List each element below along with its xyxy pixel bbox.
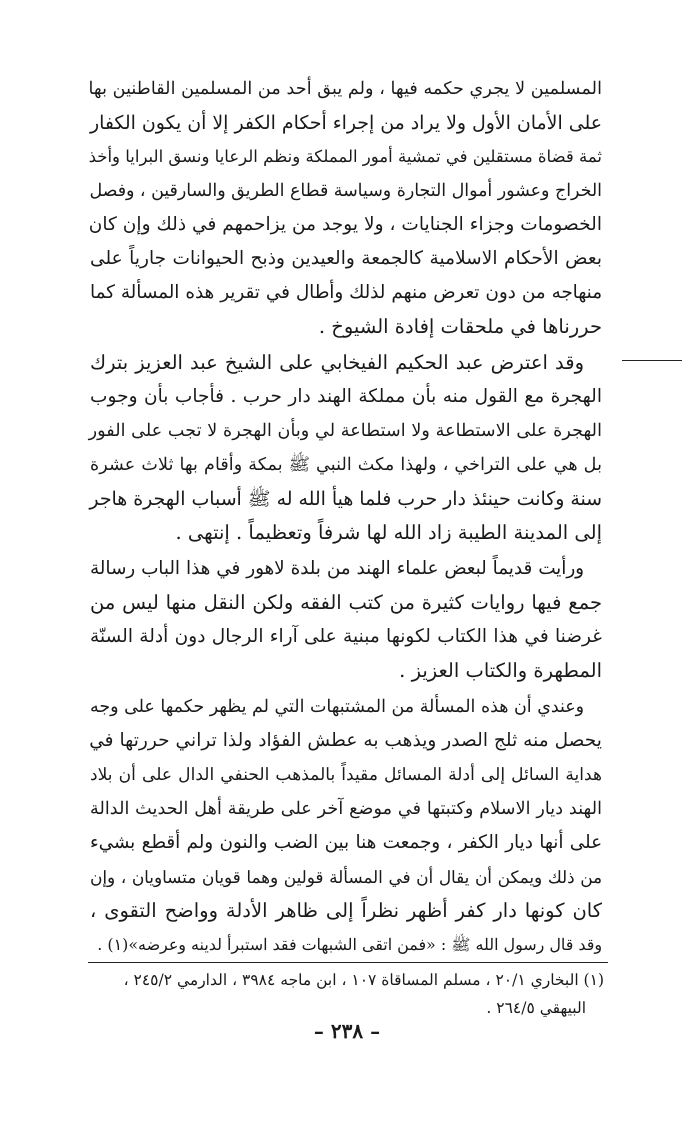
- footnote-divider: [88, 962, 608, 963]
- body-line: الهند ديار الاسلام وكتبتها في موضع آخر على طريقة أهل الحديث الدالة: [90, 799, 602, 819]
- body-line: على أنها ديار الكفر ، وجمعت هنا بين الضب والنون ولم أقطع بشيء: [90, 832, 602, 853]
- body-line: كان كونها دار كفر أظهر نظراً إلى ظاهر الأدلة وواضح التقوى ،: [90, 899, 602, 922]
- footnote-line: (١) البخاري ٢٠/١ ، مسلم المساقاة ١٠٧ ، ابن ماجه ٣٩٨٤ ، الدارمي ٢٤٥/٢ ،: [123, 971, 604, 989]
- footnote-line: البيهقي ٢٦٤/٥ .: [486, 999, 586, 1017]
- body-line: المطهرة والكتاب العزيز .: [399, 659, 602, 682]
- body-line: الخراج وعشور أموال التجارة وسياسة قطاع الطريق والسارقين ، وفصل: [89, 181, 602, 201]
- body-line: بل هي على التراخي ، ولهذا مكث النبي ﷺ بمكة وأقام بها ثلاث عشرة: [90, 455, 602, 475]
- body-line: غرضنا في هذا الكتاب لكونها مبنية على آراء الرجال دون أدلة السنّة: [90, 626, 602, 647]
- body-line: وقد اعترض عبد الحكيم الفيخابي على الشيخ عبد العزيز بترك: [90, 351, 584, 374]
- body-line: على الأمان الأول ولا يراد من إجراء أحكام الكفر إلا أن يكون الكفار: [90, 112, 602, 134]
- body-line: جمع فيها روايات كثيرة من كتب الفقه ولكن النقل منها ليس من: [90, 591, 602, 614]
- body-line: وعندي أن هذه المسألة من المشتبهات التي لم يظهر حكمها على وجه: [90, 697, 584, 717]
- body-line: الهجرة على الاستطاعة ولا استطاعة لي وبأن الهجرة لا تجب على الفور: [88, 421, 602, 441]
- body-line: ورأيت قديماً لبعض علماء الهند من بلدة لاهور في هذا الباب رسالة: [90, 558, 584, 579]
- body-line: سنة وكانت حينئذ دار حرب فلما هيأ الله له ﷺ أسباب الهجرة هاجر: [89, 488, 602, 510]
- page-number: – ٢٣٨ –: [313, 1019, 381, 1043]
- body-line: من ذلك ويمكن أن يقال أن في المسألة قولين وهما قويان متساويان ، وإن: [90, 867, 602, 887]
- body-line: الهجرة مع القول منه بأن مملكة الهند دار حرب . فأجاب بأن وجوب: [90, 386, 602, 407]
- body-line: المسلمين لا يجري حكمه فيها ، ولم يبق أحد من المسلمين القاطنين بها: [88, 79, 602, 99]
- body-line: هداية السائل إلى أدلة المسائل مقيداً بالمذهب الحنفي الدال على أن بلاد: [90, 765, 602, 785]
- body-line: يحصل منه ثلج الصدر ويذهب به عطش الفؤاد ولذا تراني حررتها في: [89, 730, 602, 751]
- body-line: حررناها في ملحقات إفادة الشيوخ .: [318, 315, 602, 338]
- body-line: بعض الأحكام الاسلامية كالجمعة والعيدين وذبح الحيوانات جارياً على: [90, 248, 602, 269]
- body-line: منهاجه من دون تعرض منهم لذلك وأطال في تقرير هذه المسألة كما: [90, 282, 602, 303]
- body-line: إلى المدينة الطيبة زاد الله لها شرفاً وتعظيماً . إنتهى .: [175, 521, 602, 544]
- margin-rule: [622, 360, 682, 361]
- body-line: الخصومات وجزاء الجنايات ، ولا يوجد من يزاحمهم في ذلك وإن كان: [88, 214, 602, 235]
- body-line: وقد قال رسول الله ﷺ : «فمن اتقى الشبهات فقد استبرأ لدينه وعرضه»(١) .: [97, 935, 602, 954]
- body-line: ثمة قضاة مستقلين في تمشية أمور المملكة ونظم الرعايا ونسق البرايا وأخذ: [88, 147, 602, 166]
